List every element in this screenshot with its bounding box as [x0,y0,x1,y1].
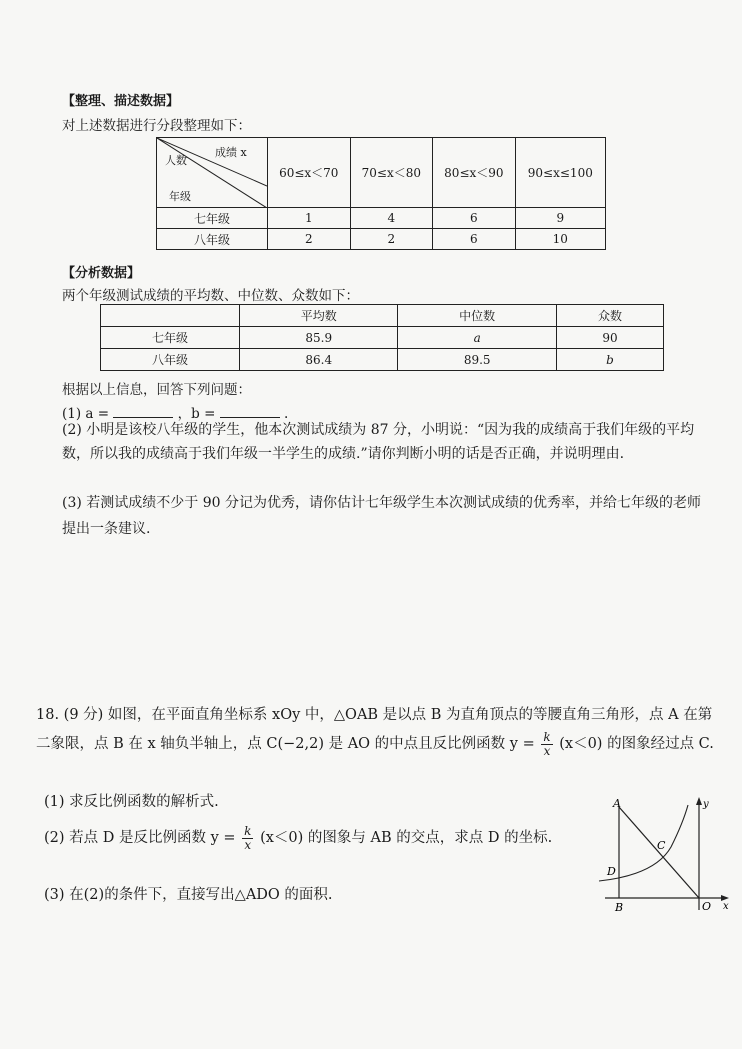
label-x: x [723,901,729,912]
questions-lead: 根据以上信息，回答下列问题： [62,382,251,398]
column-header [101,305,240,327]
answer-blank-b[interactable] [220,405,280,418]
label-o: O [702,900,712,913]
y-axis-arrow [696,797,702,805]
cell: 2 [350,229,433,250]
table-row [157,229,606,250]
fraction-numerator: k [244,823,252,838]
cell: 6 [433,208,516,229]
cell: 90 [556,327,663,349]
row-grade: 八年级 [101,349,240,371]
question-2: (2) 小明是该校八年级的学生，他本次测试成绩为 87 分，小明说：“因为我的成绩高于我们年级的平均数，所以我的成绩高于我们年级一半学生的成绩.”请你判断小明的话是否正确，并说明理由. [62,422,695,462]
problem-18-sub2-text: (2) 若点 D 是反比例函数 y = [44,830,236,846]
cell: 1 [268,208,351,229]
problem-18-stem-tail: (x＜0) 的图象经过点 C. [559,736,714,752]
cell: b [556,349,663,371]
problem-18-sub1: (1) 求反比例函数的解析式. [44,794,219,810]
problem-18-sub3: (3) 在(2)的条件下，直接写出△ADO 的面积. [44,887,333,903]
table-corner-cell [157,138,268,208]
problem-18-stem [36,701,720,759]
label-c: C [657,839,666,852]
cell: 6 [433,229,516,250]
coordinate-figure [585,795,735,915]
corner-label-score: 成绩 x [215,146,247,159]
problem-18-sub2 [44,822,589,854]
section-heading-organize: 【整理、描述数据】 [62,94,180,109]
q1-mid: ，b = [177,406,216,422]
table-row [101,327,664,349]
column-header: 中位数 [398,305,556,327]
label-d: D [607,865,616,878]
row-grade: 七年级 [157,208,268,229]
q1-end: . [284,406,289,422]
corner-label-grade: 年级 [169,190,191,203]
cell: 89.5 [398,349,556,371]
section-intro-organize: 对上述数据进行分段整理如下： [62,118,251,134]
statistics-table [100,304,664,371]
column-header: 90≤x≤100 [515,138,605,208]
cell: 85.9 [240,327,398,349]
cell: 86.4 [240,349,398,371]
section-intro-analyze: 两个年级测试成绩的平均数、中位数、众数如下： [62,288,359,304]
table-row [101,349,664,371]
fraction-numerator: k [543,729,551,744]
cell: 4 [350,208,433,229]
fraction-denominator: x [244,837,252,852]
problem-18-sub2-tail: (x＜0) 的图象与 AB 的交点，求点 D 的坐标. [260,830,553,846]
label-b: B [615,901,624,914]
row-grade: 八年级 [157,229,268,250]
q1-prefix: (1) a = [62,406,110,422]
fraction-k-over-x [242,825,253,852]
row-grade: 七年级 [101,327,240,349]
section-heading-analyze: 【分析数据】 [62,266,141,281]
column-header: 众数 [556,305,663,327]
table-row [157,208,606,229]
answer-blank-a[interactable] [113,405,173,418]
problem-18-stem-text: 18. (9 分) 如图，在平面直角坐标系 xOy 中，△OAB 是以点 B 为直角顶点的等腰直角三角形，点 A 在第二象限，点 B 在 x 轴负半轴上，点 C(−2,2) 是 AO 的中点且反比例函数 y = [36,707,713,752]
column-header: 80≤x＜90 [433,138,516,208]
label-a: A [613,797,621,810]
question-3: (3) 若测试成绩不少于 90 分记为优秀，请你估计七年级学生本次测试成绩的优秀率，并给七年级的老师提出一条建议. [62,495,701,537]
fraction-denominator: x [543,743,551,758]
cell: 2 [268,229,351,250]
cell: 9 [515,208,605,229]
cell: 10 [515,229,605,250]
label-y: y [703,799,709,810]
column-header: 70≤x＜80 [350,138,433,208]
frequency-table [156,137,606,250]
fraction-k-over-x [541,731,552,758]
table-row [101,305,664,327]
column-header: 60≤x＜70 [268,138,351,208]
cell: a [398,327,556,349]
corner-label-count: 人数 [165,154,187,167]
segment-ao [619,807,699,898]
column-header: 平均数 [240,305,398,327]
